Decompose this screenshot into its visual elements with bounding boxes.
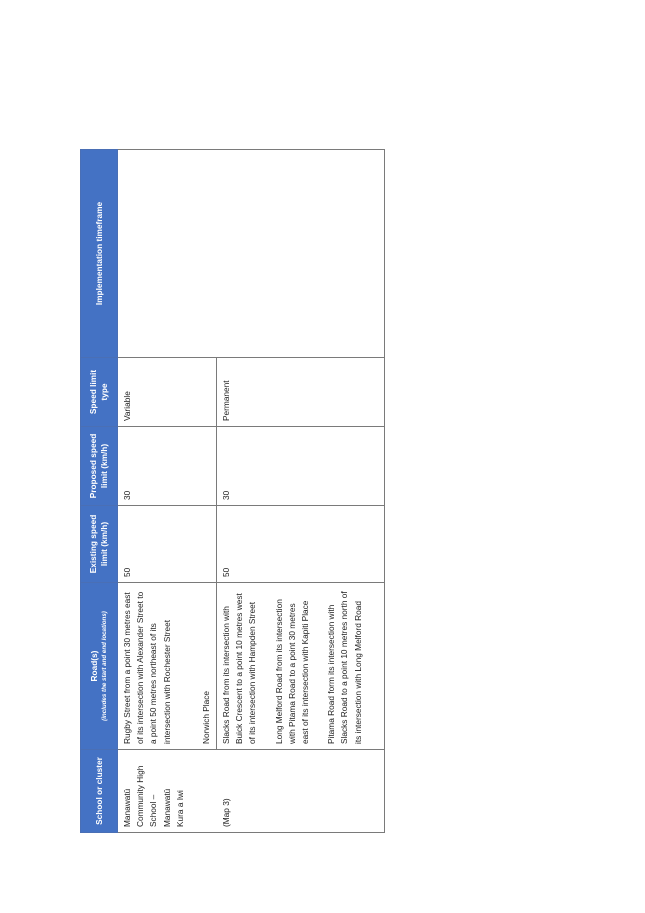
header-timeframe: Implementation timeframe bbox=[81, 150, 118, 358]
map-reference-cell: (Map 3) bbox=[217, 750, 385, 833]
timeframe-cell bbox=[118, 150, 385, 358]
header-school: School or cluster bbox=[81, 750, 118, 833]
existing-speed-cell: 50 bbox=[118, 506, 217, 583]
existing-speed-cell: 50 bbox=[217, 506, 385, 583]
speed-type-cell: Permanent bbox=[217, 358, 385, 427]
header-proposed-speed: Proposed speed limit (km/h) bbox=[81, 427, 118, 506]
road-description: Slacks Road from its intersection with Buick Crescent to a point 10 metres west of its intersection with Hampden Street bbox=[221, 593, 258, 744]
proposed-speed-cell: 30 bbox=[217, 427, 385, 506]
header-existing-speed: Existing speed limit (km/h) bbox=[81, 506, 118, 583]
header-row bbox=[81, 150, 118, 833]
road-description: Pitama Road form its intersection with Slacks Road to a point 10 metres north of its intersection with Long Melford Road bbox=[326, 591, 363, 744]
speed-limit-table bbox=[80, 149, 385, 833]
roads-cell bbox=[118, 583, 217, 750]
school-name-cell: Manawatū Community High School – Manawatū Kura a Iwi bbox=[118, 750, 217, 833]
road-description: Long Melford Road from its intersection with Pitama Road to a point 30 metres east of its intersection with Kapiti Place bbox=[273, 599, 311, 744]
header-roads: Road(s) (includes the start and end locations) bbox=[81, 583, 118, 750]
header-roads-subtitle: (includes the start and end locations) bbox=[101, 611, 108, 721]
roads-cell bbox=[217, 583, 385, 750]
header-speed-type: Speed limit type bbox=[81, 358, 118, 427]
speed-type-cell: Variable bbox=[118, 358, 217, 427]
table-row bbox=[118, 150, 217, 833]
proposed-speed-cell: 30 bbox=[118, 427, 217, 506]
road-description: Rugby Street from a point 30 metres east of its intersection with Alexander Street to a point 50 metres northeast of its intersection with Rochester Street bbox=[122, 591, 172, 744]
rotated-table-container bbox=[80, 150, 385, 833]
road-description: Norwich Place bbox=[200, 690, 211, 744]
